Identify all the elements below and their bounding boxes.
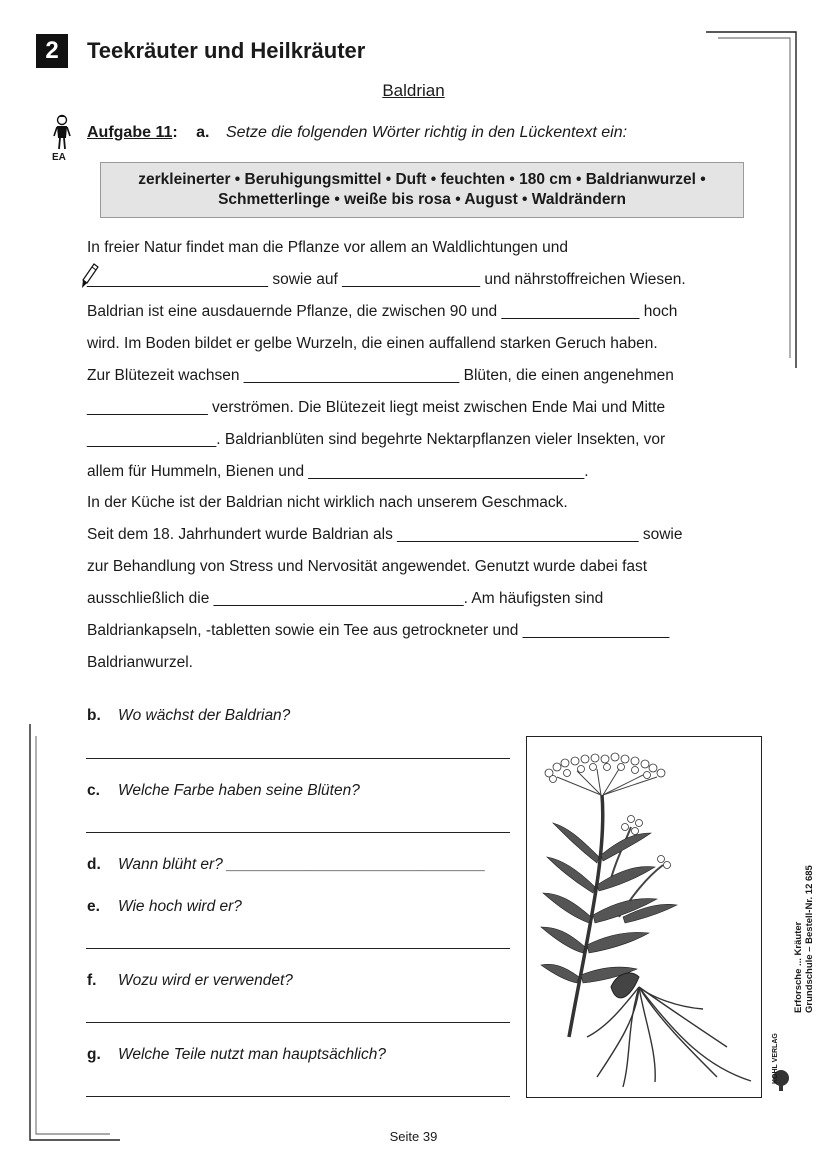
work-form-label: EA xyxy=(52,152,66,163)
cloze-line: ausschließlich die _____________________________. Am häufigsten sind xyxy=(87,590,604,607)
question-text: Wozu wird er verwendet? xyxy=(118,972,293,989)
word-box xyxy=(100,162,744,218)
question-text: Wann blüht er? ______________________________ xyxy=(118,856,486,873)
cloze-line: _____________________ sowie auf ________________ und nährstoffreichen Wiesen. xyxy=(87,271,686,288)
cloze-line: Seit dem 18. Jahrhundert wurde Baldrian als ____________________________ sowie xyxy=(87,526,683,543)
task-letter: a. xyxy=(196,124,210,141)
cloze-line: Baldrianwurzel. xyxy=(87,654,193,671)
cloze-line: Baldriankapseln, -tabletten sowie ein Tee aus getrockneter und _________________ xyxy=(87,622,670,639)
cloze-line: In freier Natur findet man die Pflanze vor allem an Waldlichtungen und xyxy=(87,239,569,256)
cloze-line: allem für Hummeln, Bienen und ________________________________. xyxy=(87,463,589,480)
page-number: Seite 39 xyxy=(389,1129,438,1144)
publisher-name: KOHL VERLAG xyxy=(772,1033,779,1084)
answer-line[interactable] xyxy=(86,832,510,833)
answer-line[interactable] xyxy=(86,758,510,759)
task-colon: : xyxy=(172,124,178,141)
question-letter: f. xyxy=(87,972,97,989)
valerian-plant-illustration xyxy=(527,737,760,1096)
word-box-line: zerkleinerter • Beruhigungsmittel • Duft • feuchten • 180 cm • Baldrianwurzel • xyxy=(138,171,706,188)
task-label: Aufgabe 11 xyxy=(87,124,173,141)
cloze-line: _______________. Baldrianblüten sind begehrte Nektarpflanzen vieler Insekten, vor xyxy=(87,431,666,448)
chapter-number-badge: 2 xyxy=(36,34,68,68)
valerian-plant-image xyxy=(526,736,762,1098)
question-letter: b. xyxy=(87,707,101,724)
task-instruction: Setze die folgenden Wörter richtig in den Lückentext ein: xyxy=(225,124,628,141)
answer-line[interactable] xyxy=(86,1096,510,1097)
question-text: Welche Farbe haben seine Blüten? xyxy=(118,782,360,799)
cloze-line: Baldrian ist eine ausdauernde Pflanze, die zwischen 90 und ________________ hoch xyxy=(87,303,678,320)
page-title: Teekräuter und Heilkräuter xyxy=(87,38,366,63)
question-letter: g. xyxy=(87,1046,101,1063)
question-letter: d. xyxy=(87,856,101,873)
publication-order-number: Grundschule – Bestell-Nr. 12 685 xyxy=(804,865,815,1013)
corner-frame-bottom-left xyxy=(26,722,126,1142)
cloze-line: ______________ verströmen. Die Blütezeit liegt meist zwischen Ende Mai und Mitte xyxy=(87,399,666,416)
answer-line[interactable] xyxy=(86,1022,510,1023)
cloze-line: In der Küche ist der Baldrian nicht wirklich nach unserem Geschmack. xyxy=(87,494,568,511)
question-text: Welche Teile nutzt man hauptsächlich? xyxy=(118,1046,386,1063)
publication-title: Erforsche ... Kräuter xyxy=(793,921,804,1013)
question-letter: c. xyxy=(87,782,100,799)
section-subtitle: Baldrian xyxy=(382,81,445,100)
cloze-line: wird. Im Boden bildet er gelbe Wurzeln, die einen auffallend starken Geruch haben. xyxy=(87,335,658,352)
cloze-line: zur Behandlung von Stress und Nervosität angewendet. Genutzt wurde dabei fast xyxy=(87,558,648,575)
word-box-line: Schmetterlinge • weiße bis rosa • August • Waldrändern xyxy=(218,191,626,208)
child-figure-icon xyxy=(52,114,72,152)
cloze-line: Zur Blütezeit wachsen _________________________ Blüten, die einen angenehmen xyxy=(87,367,674,384)
question-text: Wo wächst der Baldrian? xyxy=(118,707,291,724)
publication-info xyxy=(793,865,815,1013)
question-text: Wie hoch wird er? xyxy=(118,898,242,915)
question-letter: e. xyxy=(87,898,100,915)
task-header xyxy=(87,124,627,142)
answer-line[interactable] xyxy=(86,948,510,949)
